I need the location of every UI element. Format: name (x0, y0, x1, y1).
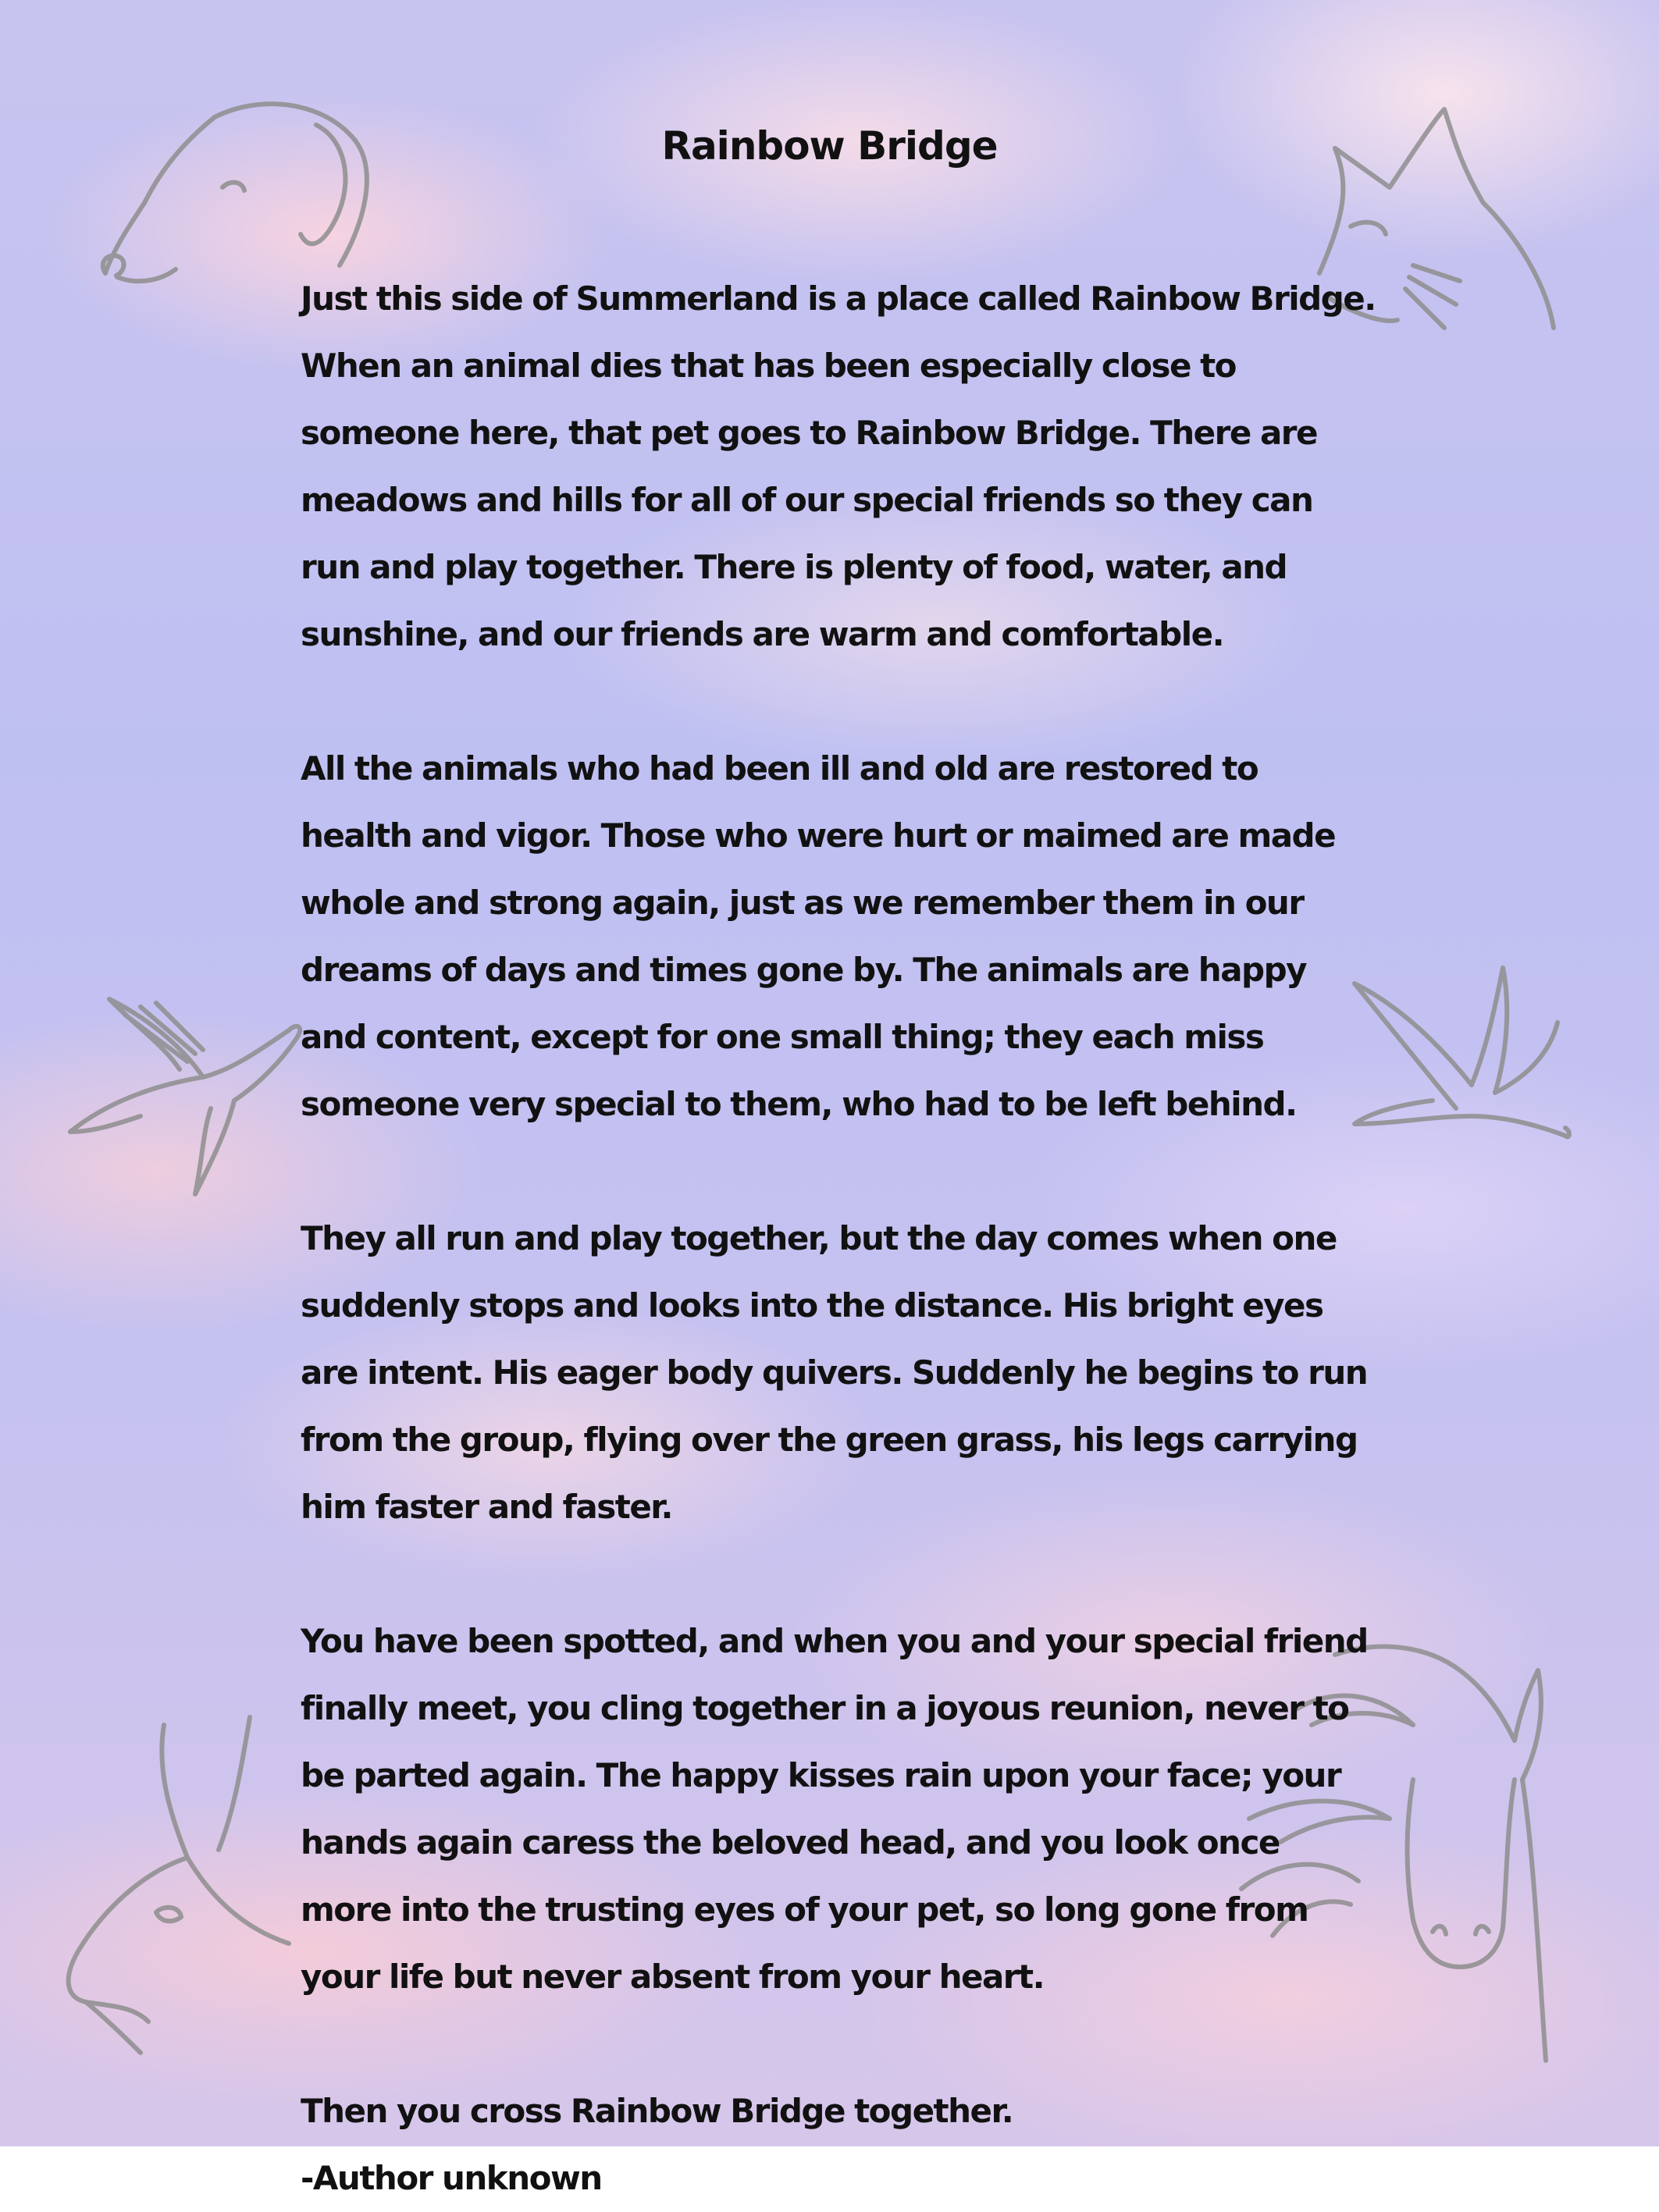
poem-attribution: -Author unknown (301, 2159, 602, 2197)
poem-title: Rainbow Bridge (661, 123, 998, 169)
poem-paragraph-2: All the animals who had been ill and old are restored to health and vigor. Those who were hurt or maimed are made whole and strong again, just as we remember them in our dreams of days and times gone by. The animals are happy and content, except for one small thing; they each miss someone very special to them, who had to be left behind. (301, 749, 1336, 1123)
poem-paragraph-1: Just this side of Summerland is a place called Rainbow Bridge. When an animal dies that has been especially close to someone here, that pet goes to Rainbow Bridge. There are meadows and hills for all of our special friends so they can run and play together. There is plenty of food, water, and sunshine, and our friends are warm and comfortable. (301, 279, 1376, 653)
poem-closing-line: Then you cross Rainbow Bridge together. (301, 2092, 1013, 2130)
poem-paragraph-3: They all run and play together, but the day comes when one suddenly stops and looks into the distance. His bright eyes are intent. His eager body quivers. Suddenly he begins to run from the group, flying over the green grass, his legs carrying him faster and faster. (301, 1219, 1368, 1526)
poem-paragraph-4: You have been spotted, and when you and your special friend finally meet, you cling together in a joyous reunion, never to be parted again. The happy kisses rain upon your face; your hands again caress the beloved head, and you look once more into the trusting eyes of your pet, so long gone from your life but never absent from your heart. (301, 1622, 1368, 1996)
left-swallow-outline-icon (62, 983, 312, 1194)
poem-body (301, 265, 1378, 2212)
rabbit-outline-icon (47, 1709, 297, 2053)
